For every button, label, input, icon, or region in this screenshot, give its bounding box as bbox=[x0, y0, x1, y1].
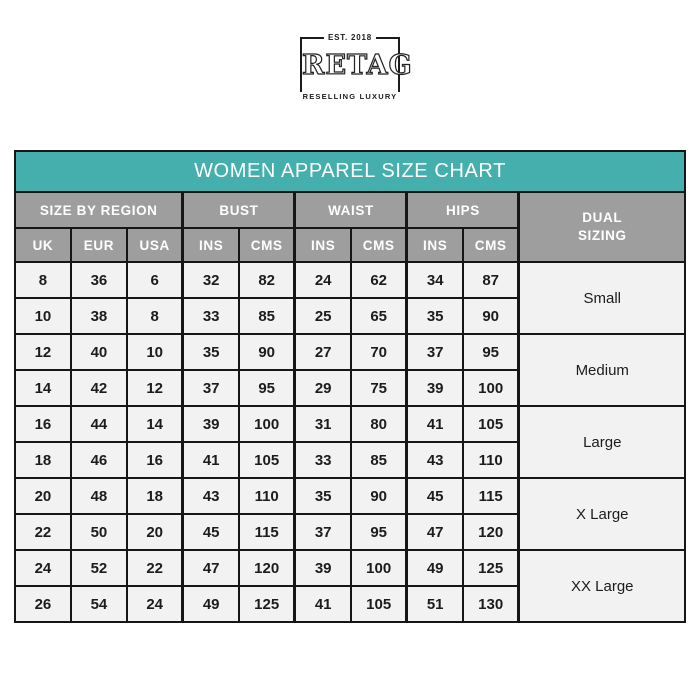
logo-brand-text: RETAG bbox=[302, 50, 413, 81]
table-cell: 62 bbox=[351, 262, 407, 298]
header-group-bust: BUST bbox=[183, 192, 295, 228]
table-cell: 47 bbox=[407, 514, 463, 550]
table-cell: 48 bbox=[71, 478, 127, 514]
table-cell: 120 bbox=[239, 550, 295, 586]
dual-size-label-medium: Medium bbox=[519, 334, 685, 406]
table-cell: 29 bbox=[295, 370, 351, 406]
logo-tagline-text: RESELLING LUXURY bbox=[300, 92, 401, 101]
table-cell: 12 bbox=[15, 334, 71, 370]
table-cell: 80 bbox=[351, 406, 407, 442]
table-cell: 35 bbox=[407, 298, 463, 334]
size-chart-page bbox=[0, 33, 700, 700]
table-cell: 90 bbox=[463, 298, 519, 334]
table-cell: 8 bbox=[15, 262, 71, 298]
table-row bbox=[15, 406, 685, 442]
table-cell: 6 bbox=[127, 262, 183, 298]
table-cell: 27 bbox=[295, 334, 351, 370]
table-cell: 10 bbox=[127, 334, 183, 370]
table-cell: 34 bbox=[407, 262, 463, 298]
header-group-size-by-region: SIZE BY REGION bbox=[15, 192, 183, 228]
header-dual-sizing-label: DUAL SIZING bbox=[577, 209, 627, 243]
header-col-2-usa: USA bbox=[127, 228, 183, 262]
table-cell: 45 bbox=[183, 514, 239, 550]
table-row bbox=[15, 334, 685, 370]
table-cell: 37 bbox=[295, 514, 351, 550]
table-cell: 46 bbox=[71, 442, 127, 478]
size-chart-table bbox=[14, 150, 686, 623]
header-col-0-uk: UK bbox=[15, 228, 71, 262]
table-cell: 43 bbox=[407, 442, 463, 478]
table-cell: 43 bbox=[183, 478, 239, 514]
table-cell: 110 bbox=[463, 442, 519, 478]
header-col-3-ins: INS bbox=[183, 228, 239, 262]
dual-size-label-small: Small bbox=[519, 262, 685, 334]
table-cell: 16 bbox=[127, 442, 183, 478]
table-cell: 49 bbox=[183, 586, 239, 622]
table-cell: 52 bbox=[71, 550, 127, 586]
header-col-6-cms: CMS bbox=[351, 228, 407, 262]
table-cell: 100 bbox=[463, 370, 519, 406]
header-group-waist: WAIST bbox=[295, 192, 407, 228]
table-cell: 10 bbox=[15, 298, 71, 334]
table-cell: 49 bbox=[407, 550, 463, 586]
table-cell: 51 bbox=[407, 586, 463, 622]
table-cell: 125 bbox=[239, 586, 295, 622]
table-cell: 36 bbox=[71, 262, 127, 298]
table-cell: 12 bbox=[127, 370, 183, 406]
table-cell: 8 bbox=[127, 298, 183, 334]
header-col-8-cms: CMS bbox=[463, 228, 519, 262]
table-cell: 50 bbox=[71, 514, 127, 550]
table-cell: 105 bbox=[239, 442, 295, 478]
table-cell: 75 bbox=[351, 370, 407, 406]
header-col-7-ins: INS bbox=[407, 228, 463, 262]
table-cell: 105 bbox=[351, 586, 407, 622]
table-cell: 14 bbox=[127, 406, 183, 442]
table-cell: 18 bbox=[127, 478, 183, 514]
header-group-row bbox=[15, 192, 685, 228]
header-col-5-ins: INS bbox=[295, 228, 351, 262]
table-cell: 39 bbox=[295, 550, 351, 586]
dual-size-label-xx-large: XX Large bbox=[519, 550, 685, 622]
table-cell: 20 bbox=[127, 514, 183, 550]
table-row bbox=[15, 550, 685, 586]
table-cell: 24 bbox=[15, 550, 71, 586]
header-group-hips: HIPS bbox=[407, 192, 519, 228]
table-cell: 85 bbox=[239, 298, 295, 334]
table-cell: 100 bbox=[239, 406, 295, 442]
table-cell: 39 bbox=[407, 370, 463, 406]
table-cell: 85 bbox=[351, 442, 407, 478]
table-cell: 37 bbox=[407, 334, 463, 370]
table-cell: 26 bbox=[15, 586, 71, 622]
table-cell: 41 bbox=[407, 406, 463, 442]
table-cell: 14 bbox=[15, 370, 71, 406]
table-cell: 130 bbox=[463, 586, 519, 622]
table-cell: 47 bbox=[183, 550, 239, 586]
table-cell: 125 bbox=[463, 550, 519, 586]
table-row bbox=[15, 478, 685, 514]
table-cell: 44 bbox=[71, 406, 127, 442]
table-cell: 35 bbox=[295, 478, 351, 514]
table-cell: 20 bbox=[15, 478, 71, 514]
header-col-4-cms: CMS bbox=[239, 228, 295, 262]
table-cell: 65 bbox=[351, 298, 407, 334]
title-row bbox=[15, 151, 685, 192]
table-cell: 18 bbox=[15, 442, 71, 478]
table-cell: 90 bbox=[351, 478, 407, 514]
table-cell: 70 bbox=[351, 334, 407, 370]
logo-est-text: EST. 2018 bbox=[324, 33, 376, 42]
table-cell: 22 bbox=[15, 514, 71, 550]
table-cell: 115 bbox=[239, 514, 295, 550]
table-cell: 82 bbox=[239, 262, 295, 298]
table-cell: 54 bbox=[71, 586, 127, 622]
table-cell: 95 bbox=[463, 334, 519, 370]
table-cell: 120 bbox=[463, 514, 519, 550]
table-cell: 45 bbox=[407, 478, 463, 514]
dual-size-label-large: Large bbox=[519, 406, 685, 478]
chart-title: WOMEN APPAREL SIZE CHART bbox=[15, 151, 685, 192]
table-cell: 42 bbox=[71, 370, 127, 406]
table-cell: 37 bbox=[183, 370, 239, 406]
table-cell: 115 bbox=[463, 478, 519, 514]
table-cell: 33 bbox=[183, 298, 239, 334]
table-cell: 87 bbox=[463, 262, 519, 298]
table-cell: 39 bbox=[183, 406, 239, 442]
table-cell: 32 bbox=[183, 262, 239, 298]
table-cell: 110 bbox=[239, 478, 295, 514]
table-cell: 41 bbox=[183, 442, 239, 478]
table-cell: 105 bbox=[463, 406, 519, 442]
table-cell: 22 bbox=[127, 550, 183, 586]
table-cell: 90 bbox=[239, 334, 295, 370]
table-row bbox=[15, 262, 685, 298]
table-cell: 100 bbox=[351, 550, 407, 586]
table-cell: 16 bbox=[15, 406, 71, 442]
table-cell: 25 bbox=[295, 298, 351, 334]
dual-size-label-x-large: X Large bbox=[519, 478, 685, 550]
table-cell: 38 bbox=[71, 298, 127, 334]
table-cell: 40 bbox=[71, 334, 127, 370]
table-cell: 24 bbox=[295, 262, 351, 298]
table-cell: 95 bbox=[239, 370, 295, 406]
table-body bbox=[15, 262, 685, 622]
retag-logo bbox=[300, 33, 413, 101]
header-dual-sizing bbox=[519, 192, 685, 262]
table-cell: 31 bbox=[295, 406, 351, 442]
table-cell: 24 bbox=[127, 586, 183, 622]
table-cell: 35 bbox=[183, 334, 239, 370]
table-cell: 95 bbox=[351, 514, 407, 550]
table-cell: 33 bbox=[295, 442, 351, 478]
table-cell: 41 bbox=[295, 586, 351, 622]
header-col-1-eur: EUR bbox=[71, 228, 127, 262]
